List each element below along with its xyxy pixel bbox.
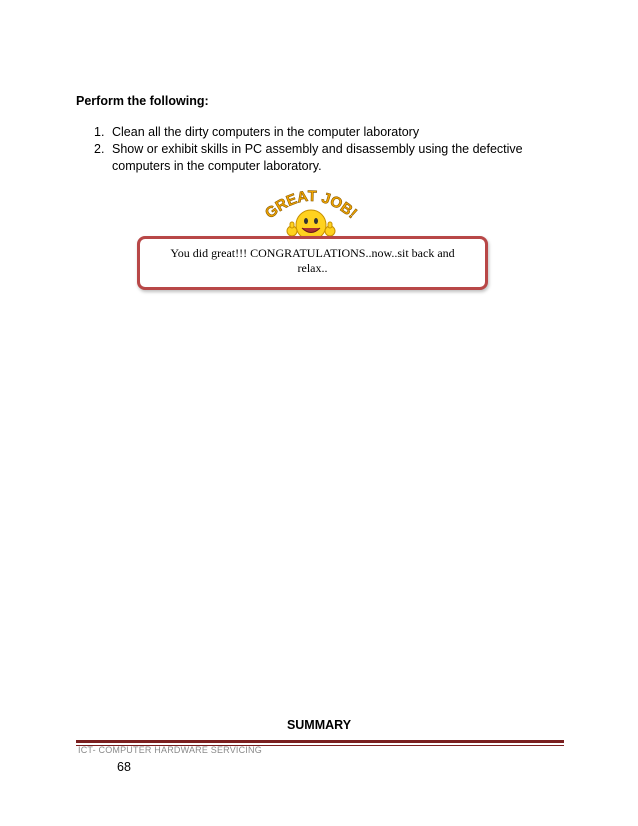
- footer-title: ICT- COMPUTER HARDWARE SERVICING: [78, 745, 262, 755]
- congratulations-callout: [137, 236, 488, 290]
- list-item: [94, 124, 554, 141]
- footer-rule: [76, 740, 564, 743]
- list-item-number: 2.: [94, 142, 105, 156]
- task-list: [94, 124, 554, 175]
- great-job-badge: [256, 185, 366, 243]
- list-item-text: Clean all the dirty computers in the computer laboratory: [112, 125, 420, 139]
- callout-text: You did great!!! CONGRATULATIONS..now..sit back and relax..: [170, 246, 455, 275]
- list-item-number: 1.: [94, 125, 105, 139]
- section-heading: Perform the following:: [76, 94, 209, 108]
- page-number: 68: [117, 760, 131, 774]
- list-item-text: Show or exhibit skills in PC assembly and disassembly using the defective computers in the computer laboratory.: [112, 142, 523, 173]
- summary-heading: SUMMARY: [286, 718, 352, 732]
- badge-text: GREAT JOB!: [261, 187, 361, 223]
- list-item: [94, 141, 554, 175]
